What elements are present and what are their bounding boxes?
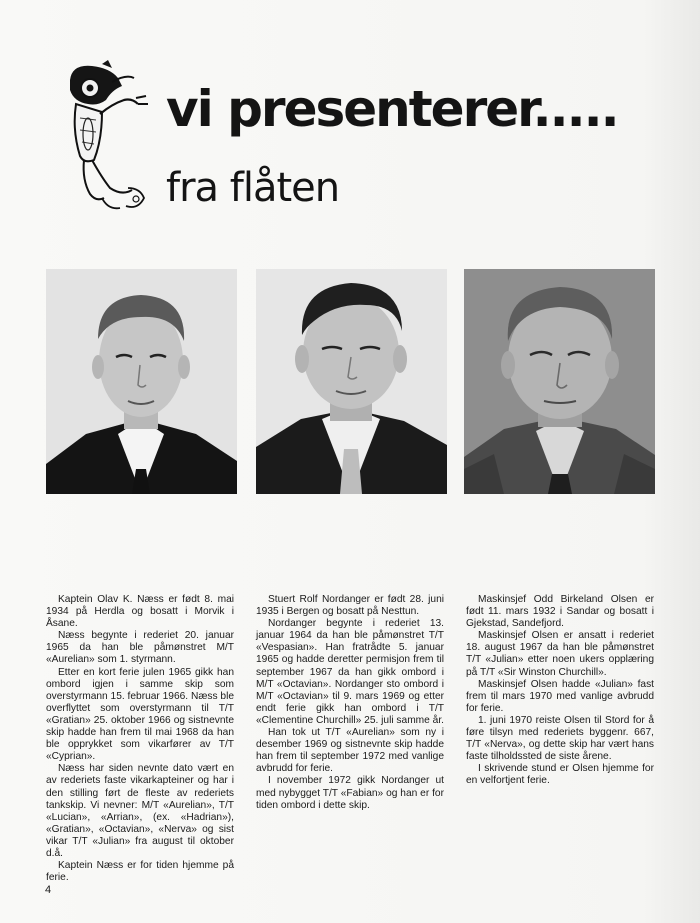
portrait-photo-1 — [46, 269, 237, 494]
cartoon-pointing-figure-icon — [62, 60, 154, 220]
paragraph: Han tok ut T/T «Aurelian» som ny i desember 1969 og sistnevnte skip hadde han frem til september 1972 med vanlige avbrudd for ferie. — [256, 727, 444, 775]
article-column-2 — [256, 594, 444, 812]
paragraph: Maskinsjef Olsen hadde «Julian» fast frem til mars 1970 med vanlige avbrudd for ferie. — [466, 678, 654, 714]
page-subtitle: fra flåten — [166, 165, 340, 211]
paragraph: Maskinsjef Olsen er ansatt i rederiet 18. august 1967 da han ble påmønstret T/T «Julian» etter noen ukers opplæring på T/T «Sir Winston Churchill». — [466, 630, 654, 678]
paragraph: Kaptein Olav K. Næss er født 8. mai 1934 på Herdla og bosatt i Morvik i Åsane. — [46, 594, 234, 630]
article-column-3 — [466, 594, 654, 788]
paragraph: I skrivende stund er Olsen hjemme for en velfortjent ferie. — [466, 763, 654, 787]
portrait-photo-2 — [256, 269, 447, 494]
paragraph: I november 1972 gikk Nordanger ut med nybygget T/T «Fabian» og han er for tiden ombord i dette skip. — [256, 775, 444, 811]
page-title: vi presenterer..... — [166, 80, 618, 138]
paragraph: Maskinsjef Odd Birkeland Olsen er født 11. mars 1932 i Sandar og bosatt i Gjekstad, Sandefjord. — [466, 594, 654, 630]
portrait-photo-3 — [464, 269, 655, 494]
page-number: 4 — [45, 884, 52, 896]
paragraph: Etter en kort ferie julen 1965 gikk han ombord igjen i samme skip som overstyrmann 15. februar 1966. Næss ble overflyttet som overstyrmann til T/T «Gratian» 25. oktober 1966 og sistnevnte skip hadde han frem til mai 1968 da han ble opprykket som vikarfører av T/T «Cyprian». — [46, 666, 234, 763]
paragraph: 1. juni 1970 reiste Olsen til Stord for å føre tilsyn med rederiets byggenr. 667, T/T «Nerva», og dette skip har vært hans faste tilholdssted de siste årene. — [466, 714, 654, 763]
article-column-1 — [46, 594, 234, 884]
paragraph: Kaptein Næss er for tiden hjemme på ferie. — [46, 860, 234, 884]
paragraph: Næss begynte i rederiet 20. januar 1965 da han ble påmønstret M/T «Aurelian» som 1. styrmann. — [46, 630, 234, 666]
paragraph: Nordanger begynte i rederiet 13. januar 1964 da han ble påmønstret T/T «Vespasian». Han fratrådte 5. januar 1965 og hadde deretter permisjon frem til september 1967 da han gikk ombord i M/T «Octavian». Nordanger sto ombord i M/T «Octavian» til 9. mars 1969 og etter endt ferie gikk han ombord i T/T «Clementine Churchill» 25. juli samme år. — [256, 618, 444, 726]
paragraph: Stuert Rolf Nordanger er født 28. juni 1935 i Bergen og bosatt på Nesttun. — [256, 594, 444, 618]
paragraph: Næss har siden nevnte dato vært en av rederiets faste vikarkapteiner og har i den stilling ført de fleste av rederiets tankskip. Vi nevner: M/T «Aurelian», T/T «Lucian», «Arrian», (ex. «Hadrian»), «Gratian», «Octavian», «Nerva» og sist vikar T/T «Julian» fra august til oktober d.å. — [46, 763, 234, 859]
